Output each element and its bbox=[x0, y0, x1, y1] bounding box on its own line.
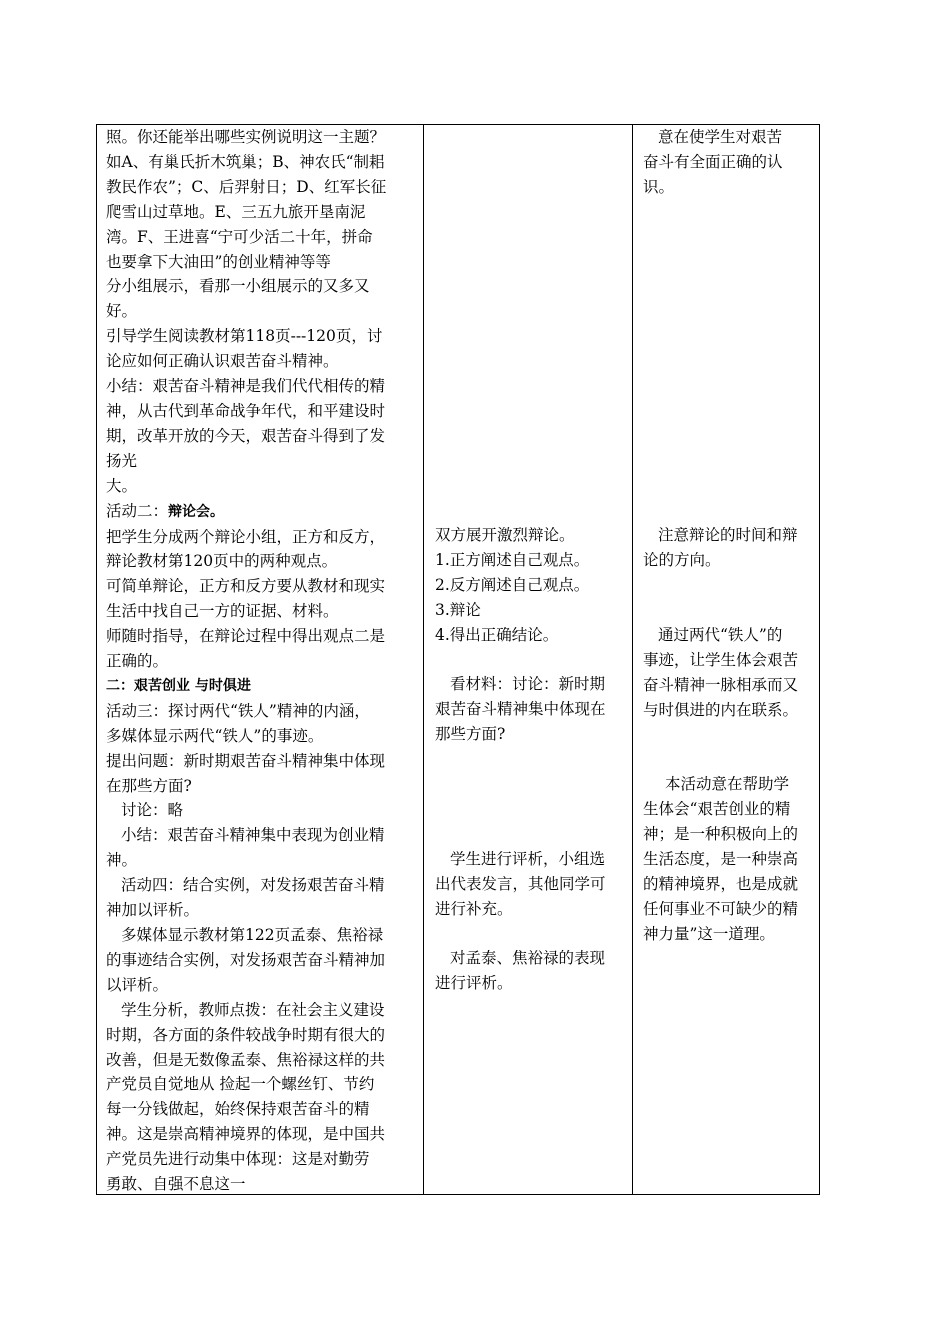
text-line: 引导学生阅读教材第118页---120页，讨 bbox=[106, 327, 383, 346]
text-line: 神；是一种积极向上的 bbox=[643, 825, 799, 844]
text-line: 可简单辩论，正方和反方要从教材和现实 bbox=[106, 577, 386, 596]
text-line: 奋斗精神一脉相承而又 bbox=[643, 675, 799, 694]
text-line: 神。 bbox=[106, 851, 138, 870]
text-line: 活动四：结合实例，对发扬艰苦奋斗精 bbox=[121, 876, 385, 895]
text-line: 与时俱进的内在联系。 bbox=[643, 700, 799, 719]
text-line: 的事迹结合实例，对发扬艰苦奋斗精神加 bbox=[106, 950, 386, 969]
text-line: 任何事业不可缺少的精 bbox=[643, 899, 799, 918]
text-line: 多媒体显示教材第122页孟泰、焦裕禄 bbox=[121, 926, 384, 944]
text-line: 讨论：略 bbox=[121, 801, 184, 820]
text-line: 进行评析。 bbox=[435, 974, 513, 993]
text-line: 勇敢、自强不息这一 bbox=[106, 1175, 246, 1194]
text-line: 师随时指导，在辩论过程中得出观点二是 bbox=[106, 627, 386, 646]
text-line: 3.辩论 bbox=[435, 600, 481, 619]
text-line: 也要拿下大油田”的创业精神等等 bbox=[106, 252, 331, 271]
text-line: 期，改革开放的今天，艰苦奋斗得到了发 bbox=[106, 426, 386, 445]
text-line: 时期，各方面的条件较战争时期有很大的 bbox=[106, 1025, 386, 1044]
text-line: 本活动意在帮助学 bbox=[665, 775, 790, 794]
spacer bbox=[435, 747, 625, 847]
text-line: 1.正方阐述自己观点。 bbox=[435, 550, 590, 569]
text-line: 生体会“艰苦创业的精 bbox=[643, 800, 791, 819]
text-line: 扬光 bbox=[106, 451, 138, 470]
text-line: 每一分钱做起，始终保持艰苦奋斗的精 bbox=[106, 1100, 370, 1119]
teaching-process-column bbox=[106, 125, 416, 1197]
text-line: 分小组展示，看那一小组展示的又多又 bbox=[106, 277, 370, 296]
text-line: 神加以评析。 bbox=[106, 901, 200, 920]
text-line: 活动三：探讨两代“铁人”精神的内涵， bbox=[106, 701, 370, 720]
text-line: 2.反方阐述自己观点。 bbox=[435, 575, 590, 594]
text-line: 生活态度，是一种崇高 bbox=[643, 850, 799, 869]
spacer bbox=[435, 921, 625, 946]
text-line: 好。 bbox=[106, 302, 138, 321]
spacer bbox=[435, 125, 625, 523]
text-line: 湾。F、王进喜“宁可少活二十年，拼命 bbox=[106, 227, 373, 246]
text-line: 看材料：讨论：新时期 bbox=[450, 675, 606, 694]
text-line: 爬雪山过草地。E、三五九旅开垦南泥 bbox=[106, 202, 366, 221]
text-line: 4.得出正确结论。 bbox=[435, 625, 559, 644]
design-intent-column bbox=[643, 125, 815, 947]
text-line: 多媒体显示两代“铁人”的事迹。 bbox=[106, 726, 324, 745]
text-line: 改善，但是无数像孟泰、焦裕禄这样的共 bbox=[106, 1050, 386, 1069]
text-line: 注意辩论的时间和辩 bbox=[658, 526, 798, 545]
text-line: 对孟泰、焦裕禄的表现 bbox=[450, 949, 606, 968]
activity-two-heading bbox=[106, 499, 416, 525]
text-line: 双方展开激烈辩论。 bbox=[435, 526, 575, 544]
text-line: 艰苦奋斗精神集中体现在 bbox=[435, 700, 606, 719]
column-divider bbox=[423, 125, 424, 1194]
text-line: 正确的。 bbox=[106, 652, 169, 671]
text-line: 产党员自觉地从 捡起一个螺丝钉、节约 bbox=[106, 1075, 375, 1094]
spacer bbox=[643, 723, 815, 773]
text-line: 如A、有巢氏折木筑巢；B、神农氏“制耜 bbox=[106, 152, 385, 171]
text-line: 进行补充。 bbox=[435, 899, 513, 918]
lesson-plan-table bbox=[96, 124, 820, 1195]
text-line: 神。这是崇高精神境界的体现，是中国共 bbox=[106, 1125, 386, 1144]
spacer bbox=[643, 200, 815, 524]
text-line: 小结：艰苦奋斗精神集中表现为创业精 bbox=[121, 826, 385, 845]
text-line: 大。 bbox=[106, 476, 138, 495]
student-activity-column bbox=[435, 125, 625, 996]
text-line: 把学生分成两个辩论小组，正方和反方， bbox=[106, 527, 386, 546]
text-line: 论的方向。 bbox=[643, 551, 721, 570]
text-line: 提出问题：新时期艰苦奋斗精神集中体现 bbox=[106, 751, 386, 770]
text-line: 神力量”这一道理。 bbox=[643, 924, 775, 943]
text-line: 奋斗有全面正确的认 bbox=[643, 152, 783, 171]
text-line: 出代表发言，其他同学可 bbox=[435, 874, 606, 893]
activity-two-title: 辩论会。 bbox=[168, 503, 225, 520]
text-line: 照。你还能举出哪些实例说明这一主题？ bbox=[106, 128, 386, 146]
text-line: 神，从古代到革命战争年代，和平建设时 bbox=[106, 401, 386, 420]
spacer bbox=[435, 648, 625, 673]
activity-two-prefix: 活动二： bbox=[106, 501, 169, 520]
text-line: 学生进行评析，小组选 bbox=[450, 849, 606, 868]
text-line: 学生分析，教师点拨：在社会主义建设 bbox=[121, 1000, 385, 1019]
column-divider bbox=[632, 125, 633, 1194]
text-line: 论应如何正确认识艰苦奋斗精神。 bbox=[106, 352, 339, 371]
spacer bbox=[643, 573, 815, 623]
text-line: 教民作农”；C、后羿射日；D、红军长征 bbox=[106, 177, 387, 196]
text-line: 以评析。 bbox=[106, 975, 169, 994]
section-two-heading: 二：艰苦创业 与时俱进 bbox=[106, 677, 251, 694]
text-line: 意在使学生对艰苦 bbox=[658, 128, 783, 146]
text-line: 在那些方面? bbox=[106, 776, 192, 795]
text-line: 产党员先进行动集中体现：这是对勤劳 bbox=[106, 1150, 370, 1169]
text-line: 那些方面? bbox=[435, 725, 506, 744]
text-line: 小结：艰苦奋斗精神是我们代代相传的精 bbox=[106, 377, 386, 396]
text-line: 事迹，让学生体会艰苦 bbox=[643, 650, 799, 669]
text-line: 生活中找自己一方的证据、材料。 bbox=[106, 602, 339, 621]
text-line: 的精神境界，也是成就 bbox=[643, 875, 799, 894]
text-line: 识。 bbox=[643, 177, 675, 196]
text-line: 通过两代“铁人”的 bbox=[658, 626, 783, 645]
text-line: 辩论教材第120页中的两种观点。 bbox=[106, 552, 338, 571]
